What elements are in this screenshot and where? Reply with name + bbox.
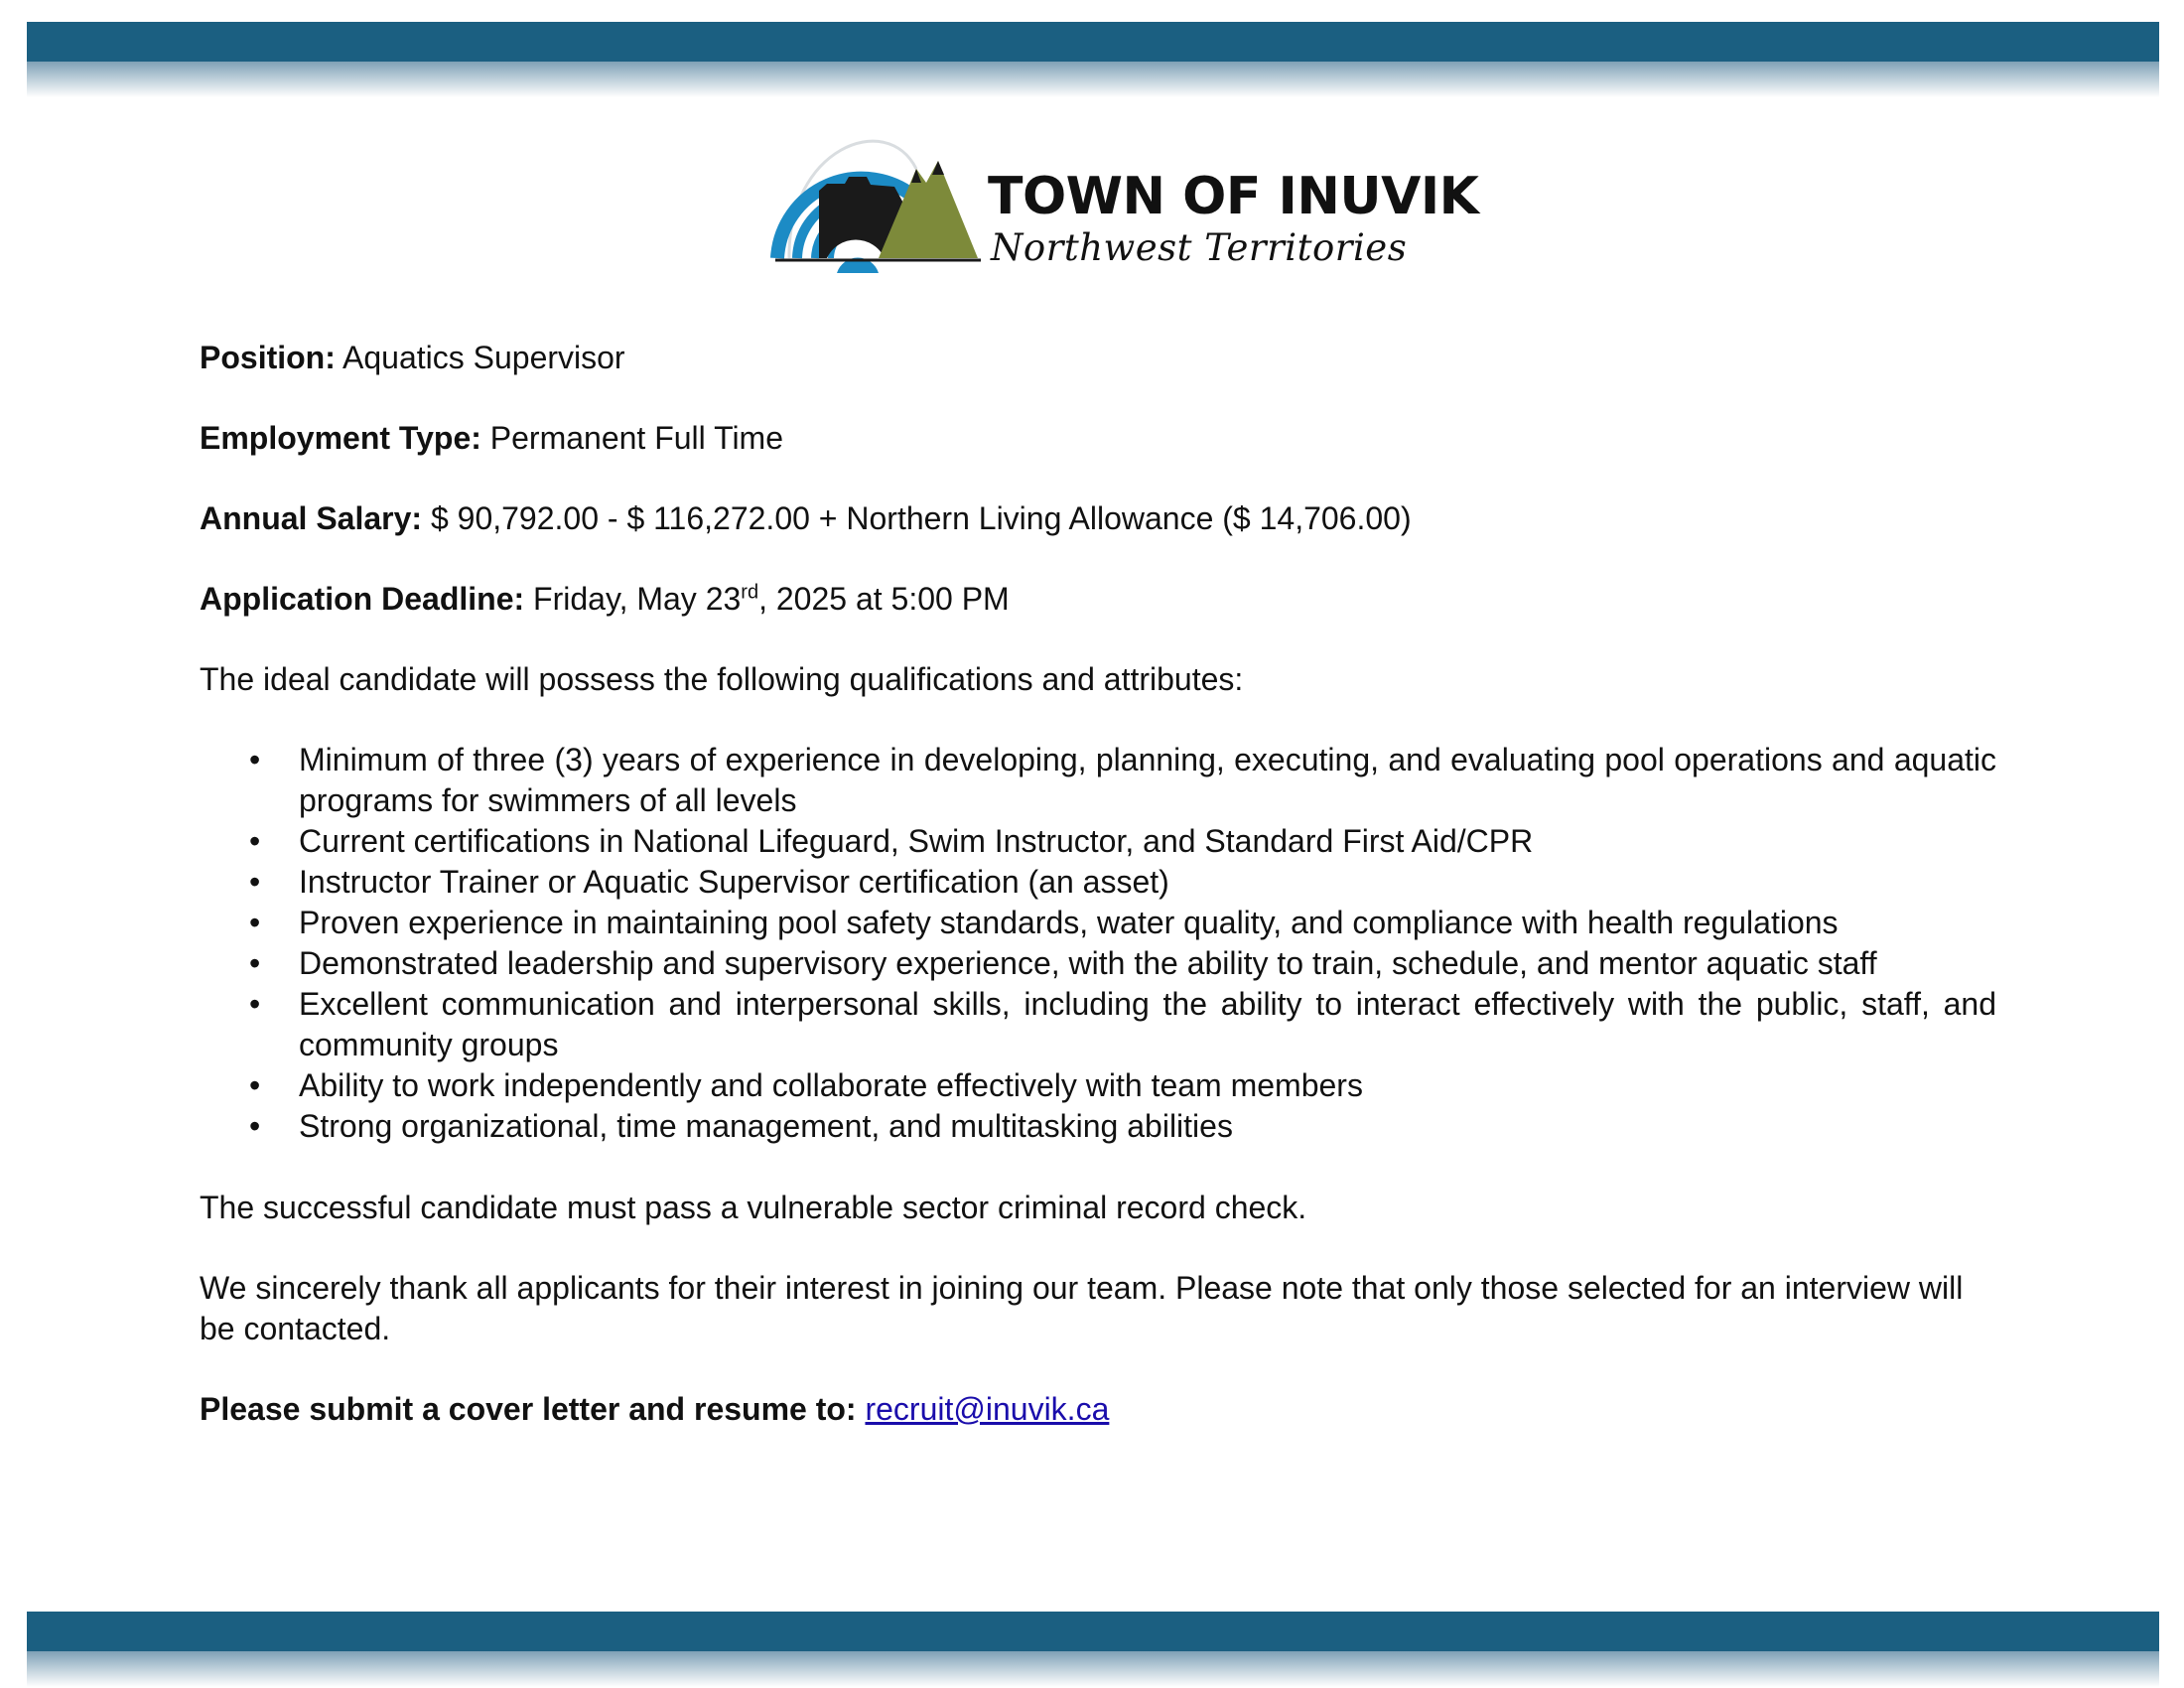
header-band-bar	[27, 22, 2159, 62]
logo-title: TOWN OF INUVIK	[988, 167, 1479, 226]
deadline-value	[533, 581, 1010, 617]
logo-subtitle: Northwest Territories	[991, 226, 1408, 269]
deadline-ordinal: rd	[741, 581, 759, 604]
town-logo	[767, 109, 1479, 286]
qualifications-list	[200, 740, 1996, 1147]
position-value: Aquatics Supervisor	[342, 340, 625, 375]
salary-value: $ 90,792.00 - $ 116,272.00 + Northern Living Allowance ($ 14,706.00)	[430, 500, 1412, 536]
salary-field	[200, 498, 1996, 539]
deadline-field	[200, 579, 1996, 620]
footer-band	[27, 1612, 2159, 1687]
thank-you-note: We sincerely thank all applicants for their interest in joining our team. Please note that only those selected for an interview will be contacted.	[200, 1270, 1964, 1346]
qualifications-intro: The ideal candidate will possess the following qualifications and attributes:	[200, 661, 1244, 697]
record-check-note: The successful candidate must pass a vulnerable sector criminal record check.	[200, 1190, 1307, 1225]
footer-band-bar	[27, 1612, 2159, 1651]
deadline-time: , 2025 at 5:00 PM	[758, 581, 1010, 617]
town-logo-emblem-icon	[767, 109, 996, 286]
submit-label: Please submit a cover letter and resume to:	[200, 1391, 857, 1427]
list-item: • Proven experience in maintaining pool safety standards, water quality, and compliance with health regulations	[200, 903, 1996, 943]
list-item: • Demonstrated leadership and supervisory experience, with the ability to train, schedule, and mentor aquatic staff	[200, 943, 1996, 984]
submit-instructions	[200, 1389, 1996, 1430]
position-label: Position:	[200, 340, 336, 375]
header-band	[27, 22, 2159, 97]
list-item: • Ability to work independently and collaborate effectively with team members	[200, 1065, 1996, 1106]
deadline-date: Friday, May 23	[533, 581, 742, 617]
recruit-email-link[interactable]: recruit@inuvik.ca	[865, 1391, 1110, 1427]
position-field	[200, 338, 1996, 378]
deadline-label: Application Deadline:	[200, 581, 525, 617]
list-item: • Current certifications in National Lifeguard, Swim Instructor, and Standard First Aid/CPR	[200, 821, 1996, 862]
job-posting	[200, 338, 1996, 1430]
header-band-shade	[27, 62, 2159, 97]
list-item: • Strong organizational, time management, and multitasking abilities	[200, 1106, 1996, 1147]
salary-label: Annual Salary:	[200, 500, 423, 536]
employment-type-field	[200, 418, 1996, 459]
employment-type-label: Employment Type:	[200, 420, 481, 456]
list-item: • Excellent communication and interpersonal skills, including the ability to interact effectively with the public, staff, and community groups	[200, 984, 1996, 1065]
footer-band-shade	[27, 1651, 2159, 1687]
list-item: • Instructor Trainer or Aquatic Supervisor certification (an asset)	[200, 862, 1996, 903]
employment-type-value: Permanent Full Time	[489, 420, 783, 456]
list-item: • Minimum of three (3) years of experience in developing, planning, executing, and evaluating pool operations and aquatic programs for swimmers of all levels	[200, 740, 1996, 821]
